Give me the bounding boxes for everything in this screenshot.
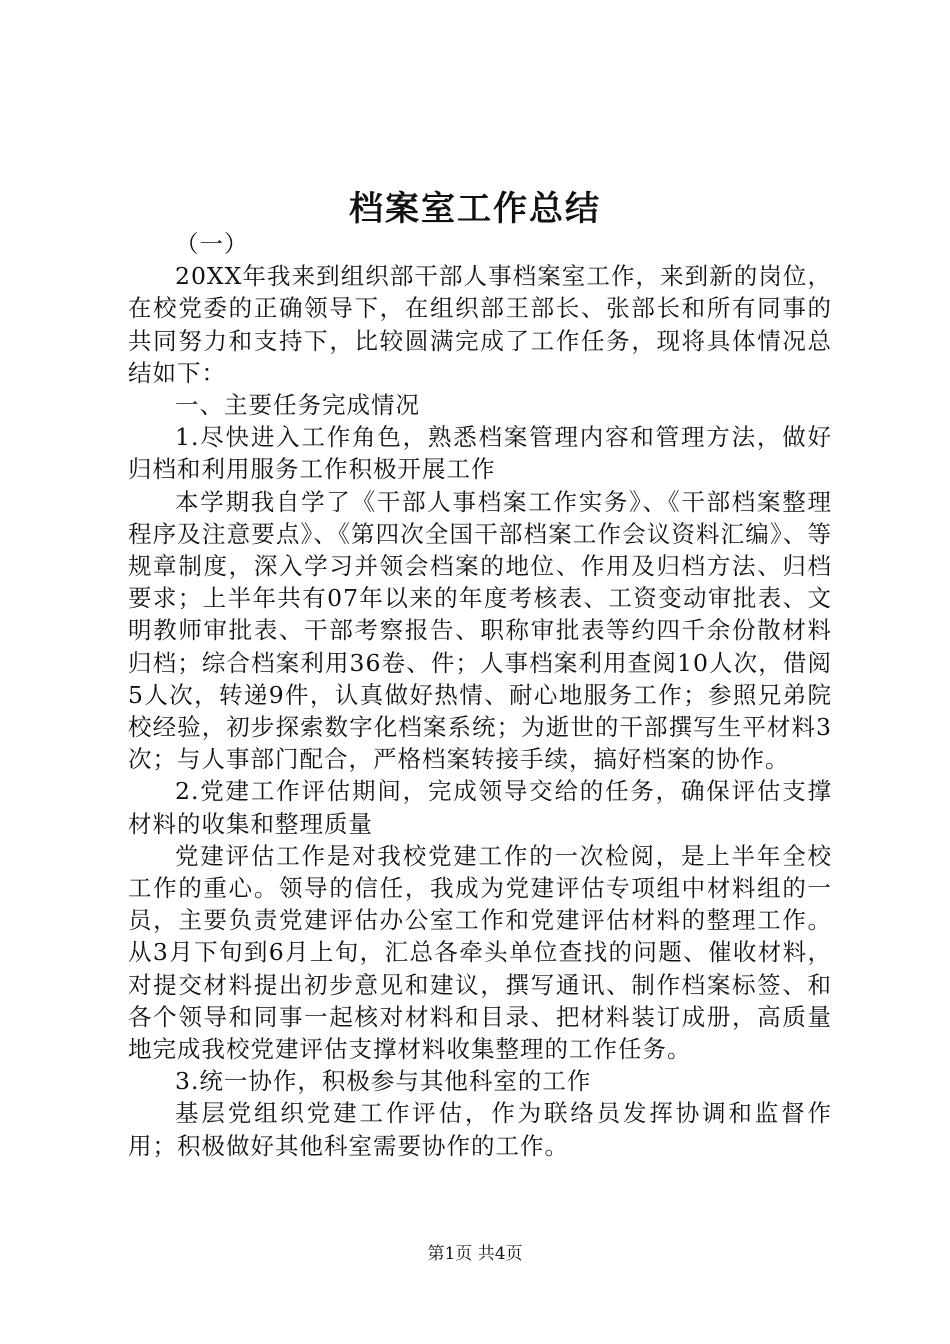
paragraph-3: 基层党组织党建工作评估，作为联络员发挥协调和监督作用；积极做好其他科室需要协作的工作。: [128, 1099, 832, 1160]
paragraph-2: 党建评估工作是对我校党建工作的一次检阅，是上半年全校工作的重心。领导的信任，我成为党建评估专项组中材料组的一员，主要负责党建评估办公室工作和党建评估材料的整理工作。从3月下旬到6月上旬，汇总各牵头单位查找的问题、催收材料，对提交材料提出初步意见和建议，撰写通讯、制作档案标签、和各个领导和同事一起核对材料和目录、把材料装订成册，高质量地完成我校党建评估支撑材料收集整理的工作任务。: [128, 841, 832, 1064]
intro-paragraph: 20XX年我来到组织部干部人事档案室工作，来到新的岗位，在校党委的正确领导下，在组织部王部长、张部长和所有同事的共同努力和支持下，比较圆满完成了工作任务，现将具体情况总结如下：: [128, 262, 832, 387]
page-footer: 第1页 共4页: [427, 1244, 523, 1264]
subheading-2: 2.党建工作评估期间，完成领导交给的任务，确保评估支撑材料的收集和整理质量: [128, 777, 832, 838]
document-body: [128, 228, 832, 1162]
section-label: （一）: [175, 230, 249, 258]
subheading-3: 3.统一协作，积极参与其他科室的工作: [175, 1067, 592, 1096]
document-title: 档案室工作总结: [349, 189, 601, 229]
subheading-1: 1.尽快进入工作角色，熟悉档案管理内容和管理方法，做好归档和利用服务工作积极开展工作: [128, 423, 832, 484]
section-heading: 一、主要任务完成情况: [175, 391, 420, 420]
paragraph-1: 本学期我自学了《干部人事档案工作实务》、《干部档案整理程序及注意要点》、《第四次全国干部档案工作会议资料汇编》、等规章制度，深入学习并领会档案的地位、作用及归档方法、归档要求；上半年共有07年以来的年度考核表、工资变动审批表、文明教师审批表、干部考察报告、职称审批表等约四千余份散材料归档；综合档案利用36卷、件；人事档案利用查阅10人次，借阅5人次，转递9件，认真做好热情、耐心地服务工作；参照兄弟院校经验，初步探索数字化档案系统；为逝世的干部撰写生平材料3次；与人事部门配合，严格档案转接手续，搞好档案的协作。: [128, 487, 832, 774]
